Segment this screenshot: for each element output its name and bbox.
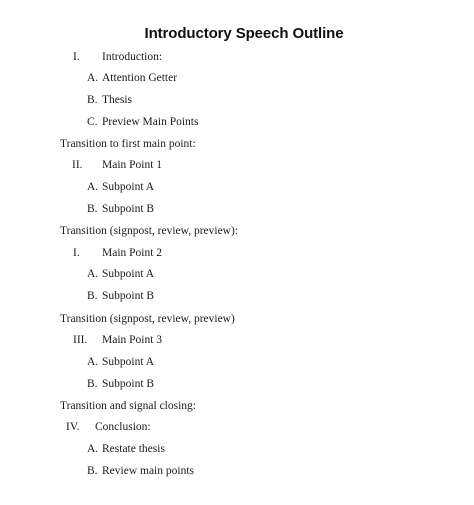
outline-subpoint: Attention Getter — [102, 72, 178, 84]
outline-marker: II. — [72, 159, 83, 171]
outline-marker: C. — [87, 116, 98, 128]
outline-subpoint: Subpoint B — [102, 290, 155, 302]
outline-marker: B. — [87, 290, 98, 302]
outline-marker: B. — [87, 378, 98, 390]
outline-marker: A. — [87, 356, 99, 368]
outline-marker: A. — [87, 443, 99, 455]
outline-transition: Transition (signpost, review, preview) — [60, 313, 235, 325]
document-title: Introductory Speech Outline — [144, 25, 344, 42]
outline-heading: Main Point 3 — [102, 334, 163, 346]
outline-heading: Main Point 2 — [102, 247, 163, 259]
outline-subpoint: Subpoint B — [102, 203, 155, 215]
outline-marker: B. — [87, 203, 98, 215]
outline-subpoint: Review main points — [102, 465, 194, 477]
outline-marker: III. — [73, 334, 88, 346]
outline-subpoint: Subpoint A — [102, 268, 155, 280]
outline-heading: Conclusion: — [95, 421, 151, 433]
outline-marker: B. — [87, 94, 98, 106]
outline-subpoint: Restate thesis — [102, 443, 165, 455]
outline-heading: Main Point 1 — [102, 159, 163, 171]
outline-subpoint: Subpoint B — [102, 378, 155, 390]
outline-marker: A. — [87, 268, 99, 280]
outline-marker: B. — [87, 465, 98, 477]
outline-subpoint: Preview Main Points — [102, 116, 199, 128]
outline-transition: Transition to first main point: — [60, 138, 196, 150]
outline-marker: I. — [73, 247, 80, 259]
outline-transition: Transition (signpost, review, preview): — [60, 225, 239, 237]
outline-subpoint: Subpoint A — [102, 356, 155, 368]
outline-marker: IV. — [66, 421, 80, 433]
outline-subpoint: Subpoint A — [102, 181, 155, 193]
outline-marker: A. — [87, 72, 99, 84]
outline-marker: I. — [73, 51, 80, 63]
outline-heading: Introduction: — [102, 51, 163, 63]
outline-subpoint: Thesis — [102, 94, 133, 106]
outline-transition: Transition and signal closing: — [60, 400, 196, 412]
outline-marker: A. — [87, 181, 99, 193]
